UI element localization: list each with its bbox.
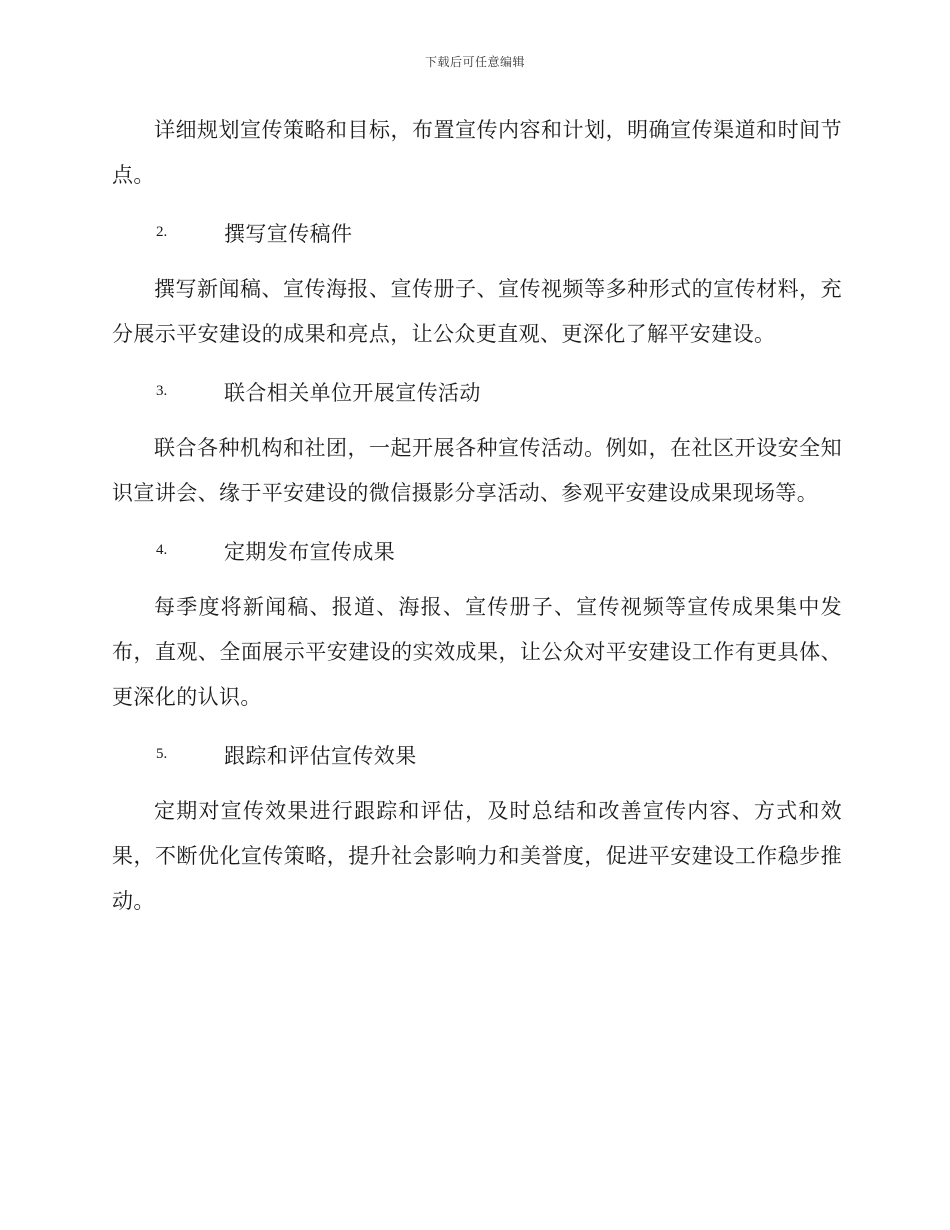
section-body-2: 撰写新闻稿、宣传海报、宣传册子、宣传视频等多种形式的宣传材料，充分展示平安建设的成果和亮点，让公众更直观、更深化了解平安建设。 [112, 277, 842, 346]
section-body-5: 定期对宣传效果进行跟踪和评估，及时总结和改善宣传内容、方式和效果，不断优化宣传策略，提升社会影响力和美誉度，促进平安建设工作稳步推动。 [112, 799, 842, 913]
section-heading-2 [112, 210, 842, 255]
section-title: 跟踪和评估宣传效果 [224, 743, 417, 768]
page-header: 下载后可任意编辑 [424, 55, 525, 69]
section-heading-3 [112, 369, 842, 414]
section-number: 3. [156, 383, 168, 399]
document-body [112, 108, 842, 936]
section-number: 2. [156, 224, 168, 240]
section-number: 5. [156, 746, 168, 762]
section-title: 联合相关单位开展宣传活动 [224, 380, 481, 405]
intro-paragraph: 详细规划宣传策略和目标，布置宣传内容和计划，明确宣传渠道和时间节点。 [112, 118, 842, 187]
section-heading-5 [112, 732, 842, 777]
section-title: 撰写宣传稿件 [224, 221, 353, 246]
section-heading-4 [112, 528, 842, 573]
section-body-3: 联合各种机构和社团，一起开展各种宣传活动。例如，在社区开设安全知识宣讲会、缘于平安建设的微信摄影分享活动、参观平安建设成果现场等。 [112, 436, 842, 505]
section-title: 定期发布宣传成果 [224, 539, 396, 564]
section-body-4: 每季度将新闻稿、报道、海报、宣传册子、宣传视频等宣传成果集中发布，直观、全面展示平安建设的实效成果，让公众对平安建设工作有更具体、更深化的认识。 [112, 595, 842, 709]
section-number: 4. [156, 542, 168, 558]
